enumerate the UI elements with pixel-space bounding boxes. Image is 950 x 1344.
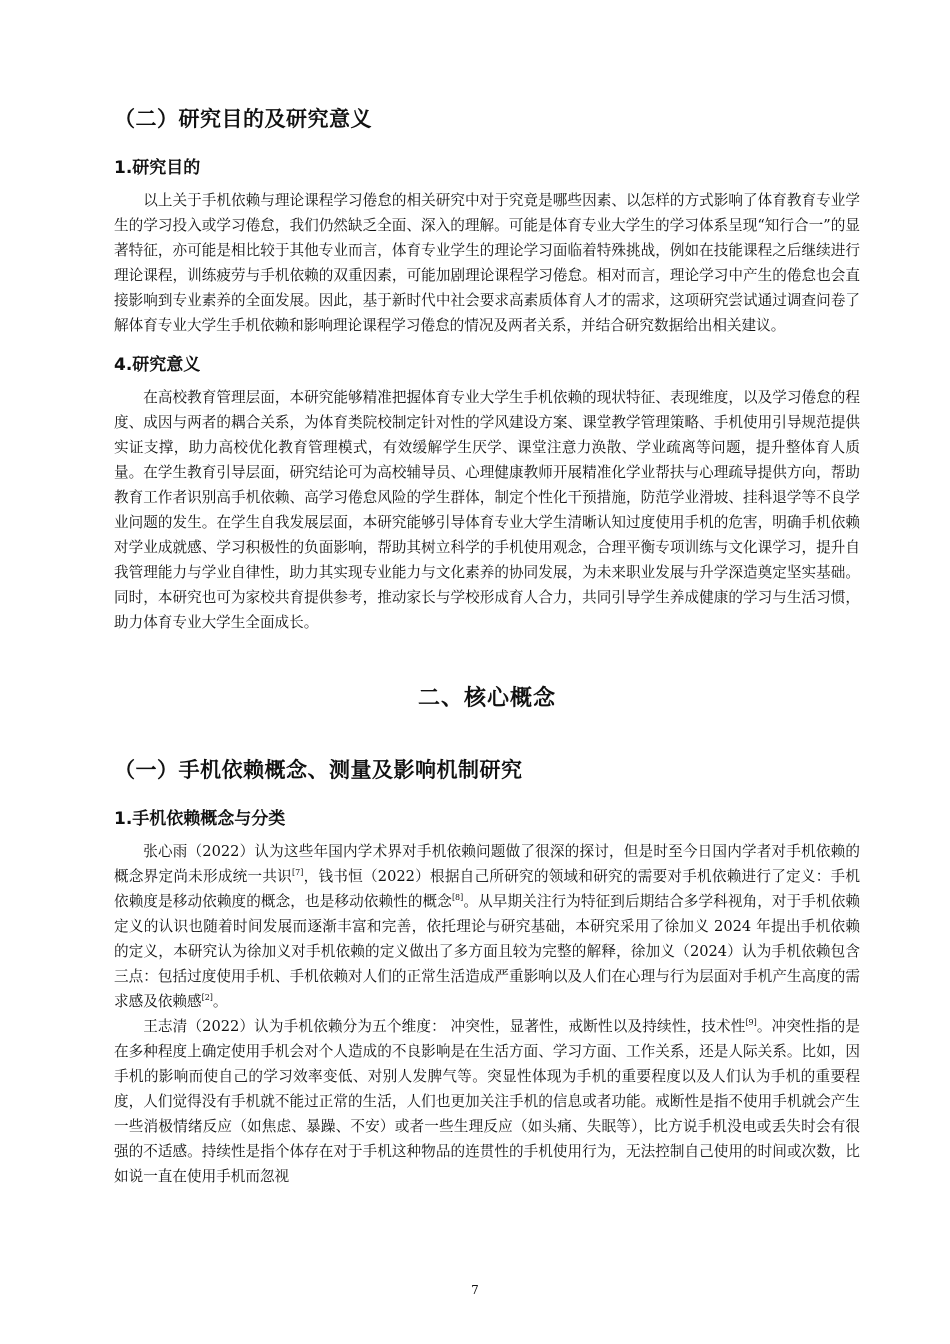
chapter-heading: 二、核心概念	[417, 686, 556, 711]
subsection-heading-significance: 4.研究意义	[114, 355, 201, 375]
paragraph-concept-definition	[114, 839, 860, 1014]
subsection-heading-purpose: 1.研究目的	[114, 158, 201, 178]
text-run: ，钱书恒（2022）根据自己所研究的领域和研究的需要对手机依赖进行了定义：手机依赖度是移动依赖度的概念，也是移动依赖性的概念	[114, 868, 860, 910]
paragraph-purpose: 以上关于手机依赖与理论课程学习倦怠的相关研究中对于究竟是哪些因素、以怎样的方式影响了体育教育专业学生的学习投入或学习倦怠，我们仍然缺乏全面、深入的理解。可能是体育专业大学生的学习体系呈现“知行合一”的显著特征，亦可能是相比较于其他专业而言，体育专业学生的理论学习面临着特殊挑战，例如在技能课程之后继续进行理论课程，训练疲劳与手机依赖的双重因素，可能加剧理论课程学习倦怠。相对而言，理论学习中产生的倦怠也会直接影响到专业素养的全面发展。因此，基于新时代中社会要求高素质体育人才的需求，这项研究尝试通过调查问卷了解体育专业大学生手机依赖和影响理论课程学习倦怠的情况及两者关系，并结合研究数据给出相关建议。	[114, 192, 860, 334]
text-run: 。冲突性指的是在多种程度上确定使用手机会对个人造成的不良影响是在生活方面、学习方面、工作关系，还是人际关系。比如，因手机的影响而使自己的学习效率变低、对别人发脾气等。突显性体现为手机的重要程度以及人们认为手机的重要程度，人们觉得没有手机就不能过正常的生活，人们也更加关注手机的信息或者功能。戒断性是指不使用手机就会产生一些消极情绪反应（如焦虑、暴躁、不安）或者一些生理反应（如头痛、失眠等），比方说手机没电或丢失时会有很强的不适感。持续性是指个体存在对于手机这种物品的连贯性的手机使用行为，无法控制自己使用的时间或次数，比如说一直在使用手机而忽视	[114, 1018, 860, 1185]
citation-ref: [7]	[292, 868, 304, 878]
subsection-heading-concept: 1.手机依赖概念与分类	[114, 809, 286, 829]
text-run: 。从早期关注行为特征到后期结合多学科视角，对于手机依赖定义的认识也随着时间发展而逐渐丰富和完善，依托理论与研究基础，本研究采用了徐加义 2024 年提出手机依赖的定义，本研究认为徐加义对手机依赖的定义做出了多方面且较为完整的解释，徐加义（2024）认为手机依赖包含三点：包括过度使用手机、手机依赖对人们的正常生活造成严重影响以及人们在心理与行为层面对手机产生高度的需求感及依赖感	[114, 893, 860, 1010]
section-heading-phone-dependence: （一）手机依赖概念、测量及影响机制研究	[114, 758, 523, 782]
section-heading-research-purpose: （二）研究目的及研究意义	[114, 107, 372, 131]
text-run: 。	[212, 993, 228, 1010]
page-number: 7	[471, 1283, 479, 1297]
text-run: 张心雨（2022）认为这些年国内学术界对手机依赖问题做了很深的探讨，但是时至今日国内学者对手机依赖的概念界定尚未形成统一共识	[114, 843, 860, 885]
citation-ref: [9]	[745, 1018, 757, 1028]
citation-ref: [8]	[451, 893, 464, 903]
text-run: 王志清（2022）认为手机依赖分为五个维度： 冲突性，显著性，戒断性以及持续性，技术性	[143, 1018, 746, 1035]
citation-ref: [2]	[201, 993, 213, 1003]
page-content	[114, 95, 860, 1189]
paragraph-concept-dimensions	[114, 1014, 860, 1189]
paragraph-significance: 在高校教育管理层面，本研究能够精准把握体育专业大学生手机依赖的现状特征、表现维度，以及学习倦怠的程度、成因与两者的耦合关系，为体育类院校制定针对性的学风建设方案、课堂教学管理策略、手机使用引导规范提供实证支撑，助力高校优化教育管理模式，有效缓解学生厌学、课堂注意力涣散、学业疏离等问题，提升整体育人质量。在学生教育引导层面，研究结论可为高校辅导员、心理健康教师开展精准化学业帮扶与心理疏导提供方向，帮助教育工作者识别高手机依赖、高学习倦怠风险的学生群体，制定个性化干预措施，防范学业滑坡、挂科退学等不良学业问题的发生。在学生自我发展层面，本研究能够引导体育专业大学生清晰认知过度使用手机的危害，明确手机依赖对学业成就感、学习积极性的负面影响，帮助其树立科学的手机使用观念，合理平衡专项训练与文化课学习，提升自我管理能力与学业自律性，助力其实现专业能力与文化素养的协同发展，为未来职业发展与升学深造奠定坚实基础。同时，本研究也可为家校共育提供参考，推动家长与学校形成育人合力，共同引导学生养成健康的学习与生活习惯，助力体育专业大学生全面成长。	[114, 389, 860, 631]
